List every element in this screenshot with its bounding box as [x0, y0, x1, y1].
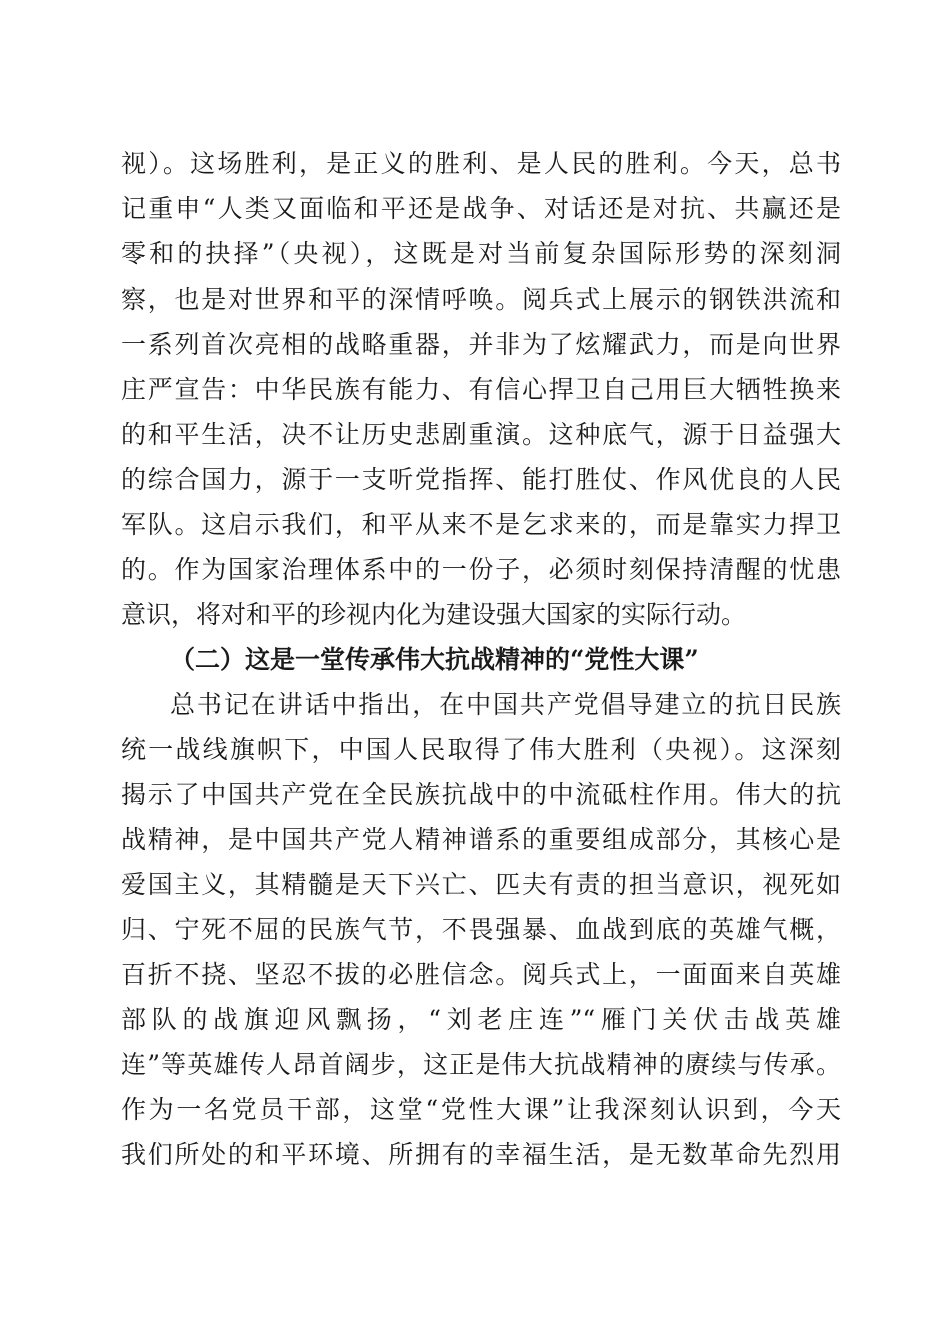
paragraph-line: 庄严宣告：中华民族有能力、有信心捍卫自己用巨大牺牲换来	[121, 375, 841, 404]
paragraph-line: 记重申“人类又面临和平还是战争、对话还是对抗、共赢还是	[121, 194, 841, 223]
paragraph-line: 的综合国力，源于一支听党指挥、能打胜仗、作风优良的人民	[121, 465, 841, 494]
paragraph-line: 察，也是对世界和平的深情呼唤。阅兵式上展示的钢铁洪流和	[121, 285, 841, 314]
section-heading: （二）这是一堂传承伟大抗战精神的“党性大课”	[170, 645, 699, 674]
paragraph-line: 的。作为国家治理体系中的一份子，必须时刻保持清醒的忧患	[121, 555, 841, 584]
paragraph-line: 连”等英雄传人昂首阔步，这正是伟大抗战精神的赓续与传承。	[121, 1050, 841, 1079]
paragraph-line: 一系列首次亮相的战略重器，并非为了炫耀武力，而是向世界	[121, 330, 841, 359]
paragraph-line: 总书记在讲话中指出，在中国共产党倡导建立的抗日民族	[170, 690, 841, 719]
paragraph-line: 战精神，是中国共产党人精神谱系的重要组成部分，其核心是	[121, 825, 841, 854]
paragraph-line: 归、宁死不屈的民族气节，不畏强暴、血战到底的英雄气概，	[121, 915, 841, 944]
paragraph-line: 零和的抉择”（央视），这既是对当前复杂国际形势的深刻洞	[121, 239, 841, 268]
paragraph-line: 的和平生活，决不让历史悲剧重演。这种底气，源于日益强大	[121, 420, 841, 449]
paragraph-line: 我们所处的和平环境、所拥有的幸福生活，是无数革命先烈用	[121, 1140, 841, 1169]
paragraph-line: 作为一名党员干部，这堂“党性大课”让我深刻认识到，今天	[121, 1095, 841, 1124]
paragraph-line: 军队。这启示我们，和平从来不是乞求来的，而是靠实力捍卫	[121, 510, 841, 539]
paragraph-line: 意识，将对和平的珍视内化为建设强大国家的实际行动。	[121, 600, 747, 629]
paragraph-line: 爱国主义，其精髓是天下兴亡、匹夫有责的担当意识，视死如	[121, 870, 841, 899]
paragraph-line: 揭示了中国共产党在全民族抗战中的中流砥柱作用。伟大的抗	[121, 780, 841, 809]
paragraph-line: 百折不挠、坚忍不拔的必胜信念。阅兵式上，一面面来自英雄	[121, 960, 841, 989]
paragraph-line: 统一战线旗帜下，中国人民取得了伟大胜利（央视）。这深刻	[121, 735, 841, 764]
paragraph-line: 部队的战旗迎风飘扬，“刘老庄连”“雁门关伏击战英雄	[121, 1005, 841, 1034]
paragraph-line: 视）。这场胜利，是正义的胜利、是人民的胜利。今天，总书	[121, 149, 841, 178]
